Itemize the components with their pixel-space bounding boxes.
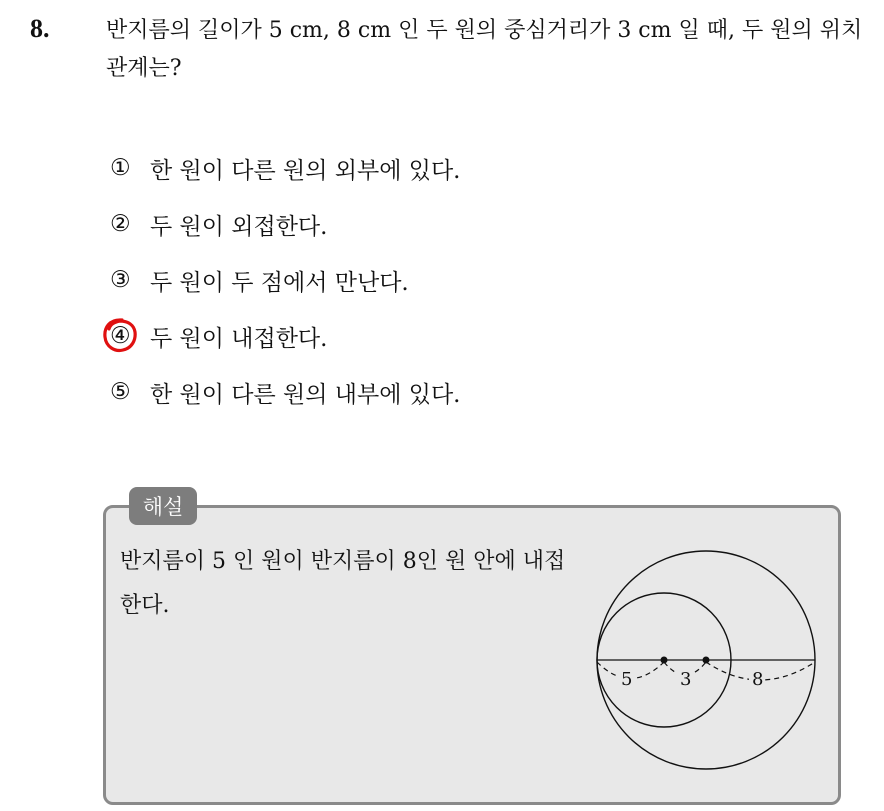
center-distance-label: 3	[680, 669, 692, 690]
choice-text: 한 원이 다른 원의 외부에 있다.	[150, 157, 461, 184]
choice-3[interactable]	[110, 252, 460, 308]
choice-marker: ⑤	[110, 379, 131, 405]
explanation-text: 반지름이 5 인 원이 반지름이 8인 원 안에 내접한다.	[120, 549, 566, 618]
explanation-label: 해설	[129, 487, 197, 525]
circle-diagram	[580, 520, 830, 790]
choice-marker: ②	[110, 211, 131, 237]
choice-5[interactable]	[110, 364, 460, 420]
choice-text: 한 원이 다른 원의 내부에 있다.	[150, 381, 461, 408]
large-radius-label: 8	[752, 669, 764, 690]
choice-list	[110, 140, 460, 420]
choice-2[interactable]	[110, 196, 460, 252]
choice-marker: ③	[110, 267, 131, 293]
choice-marker: ①	[110, 155, 131, 181]
choice-text: 두 원이 외접한다.	[150, 213, 328, 240]
choice-text: 두 원이 두 점에서 만난다.	[150, 269, 409, 296]
selected-answer-circle-icon	[101, 316, 139, 354]
choice-text: 두 원이 내접한다.	[150, 325, 328, 352]
small-radius-label: 5	[621, 669, 633, 690]
choice-marker: ④	[110, 323, 131, 349]
choice-1[interactable]	[110, 140, 460, 196]
choice-4[interactable]	[110, 308, 460, 364]
question-number: 8.	[30, 14, 50, 43]
question-stem: 반지름의 길이가 5 cm, 8 cm 인 두 원의 중심거리가 3 cm 일 때, 두 원의 위치관계는?	[106, 18, 863, 81]
